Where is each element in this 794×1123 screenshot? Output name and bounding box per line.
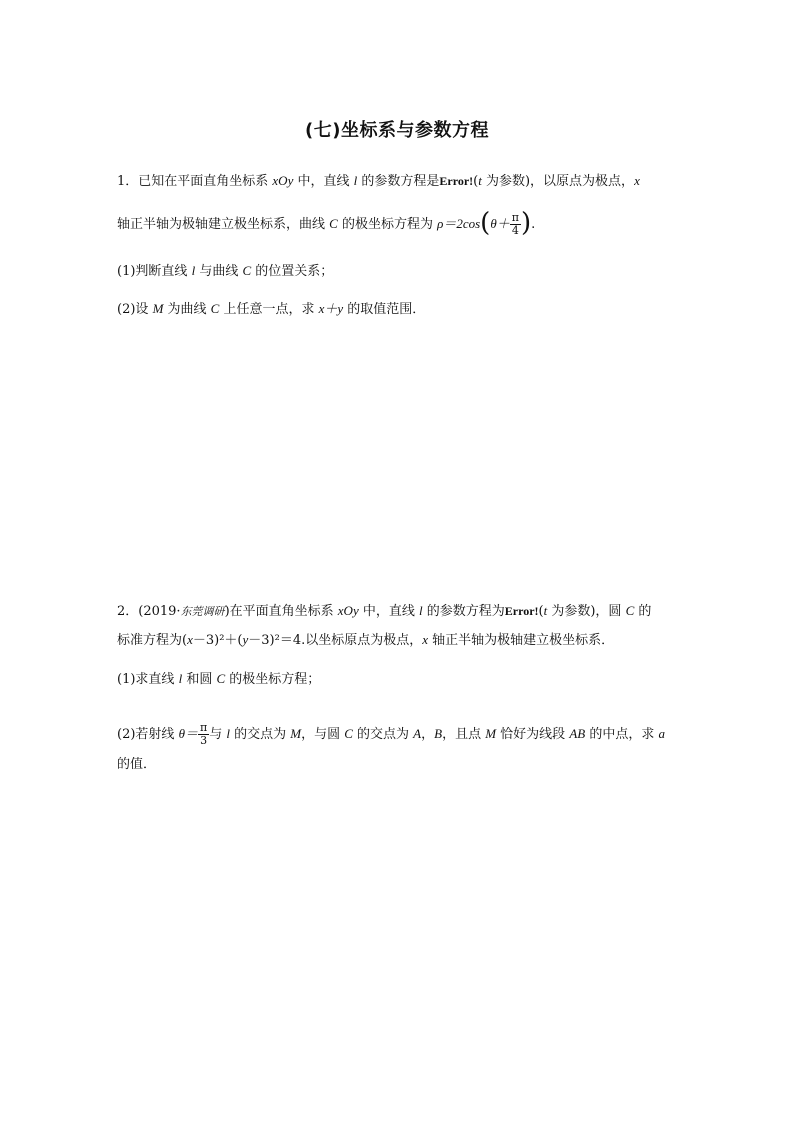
question-source: 东莞调研 xyxy=(180,605,225,618)
q1-line-1: 1．已知在平面直角坐标系 xOy 中，直线 l 的参数方程是Error!(t 为参数)，以原点为极点，x xyxy=(117,173,640,189)
q2-part-2-cont: 的值． xyxy=(117,757,157,772)
q2-part-2: (2)若射线 θ＝ $\frac{\pi}{3}$ 与 l 的交点为 M，与圆 C 的交点为 A，B，且点 M 恰好为线段 AB 的中点，求 a xyxy=(117,721,665,747)
fraction-pi-over-3: $\frac{\pi}{3}$ xyxy=(199,721,208,747)
error-marker: Error! xyxy=(504,604,539,618)
page-title: (七)坐标系与参数方程 xyxy=(305,120,489,141)
q2-part-1: (1)求直线 l 和圆 C 的极坐标方程； xyxy=(117,671,321,687)
q1-part-2: (2)设 M 为曲线 C 上任意一点，求 x＋y 的取值范围． xyxy=(117,301,426,317)
q2-line-1: 2．(2019·东莞调研)在平面直角坐标系 xOy 中，直线 l 的参数方程为Error!(t 为参数)，圆 C 的 xyxy=(117,603,652,619)
error-marker: Error! xyxy=(439,174,474,188)
q2-line-2: 标准方程为(x－3)²＋(y－3)²＝4.以坐标原点为极点，x 轴正半轴为极轴建立极坐标系． xyxy=(117,632,615,648)
fraction-pi-over-4: $\frac{\pi}{4}$ xyxy=(511,211,519,237)
q1-line-2: 轴正半轴为极轴建立极坐标系，曲线 C 的极坐标方程为 ρ＝2cos(θ＋ $\frac{\pi}{4}$ ). xyxy=(117,207,536,238)
q1-part-1: (1)判断直线 l 与曲线 C 的位置关系； xyxy=(117,263,334,279)
